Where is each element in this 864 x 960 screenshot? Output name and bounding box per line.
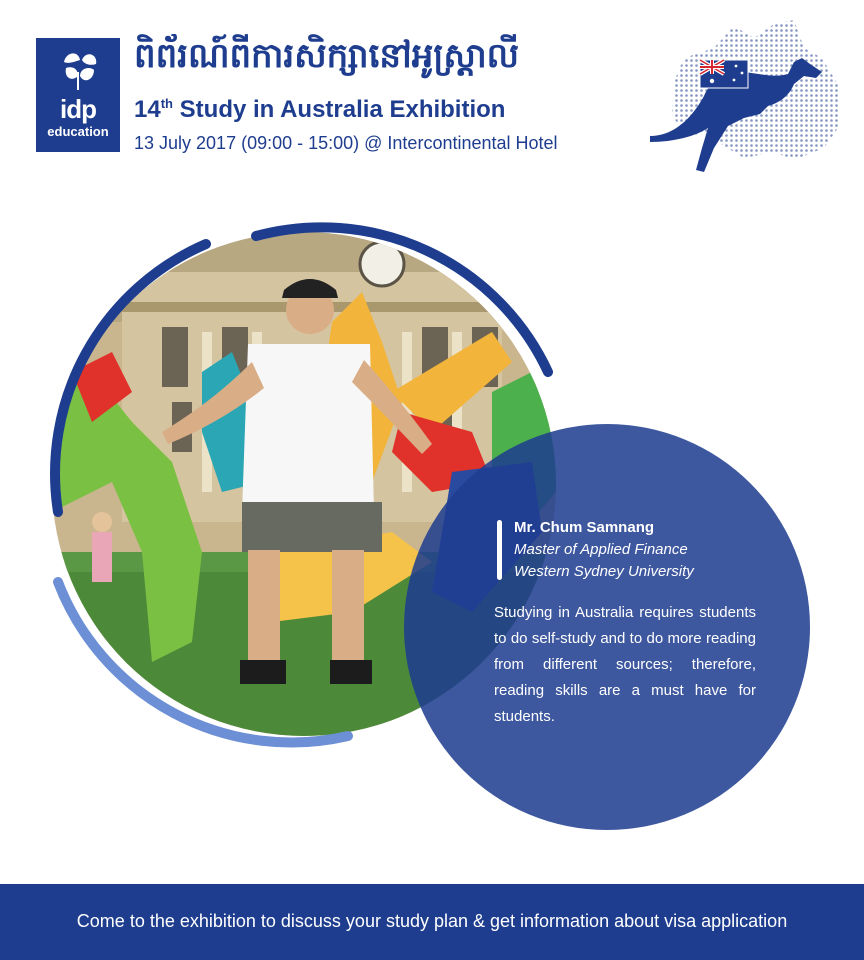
title-number: 14: [134, 96, 161, 123]
footer-banner: [0, 884, 864, 960]
event-details: 13 July 2017 (09:00 - 15:00) @ Intercontinental Hotel: [134, 133, 558, 153]
event-title: [134, 96, 505, 124]
footer-text: Come to the exhibition to discuss your study plan & get information about visa application: [76, 911, 788, 931]
title-suffix: th: [160, 96, 173, 111]
logo-sub-text: education: [47, 124, 109, 139]
title-rest: Study in Australia Exhibition: [172, 96, 506, 123]
student-university: Western Sydney University: [514, 563, 694, 580]
logo-brand-text: idp: [60, 94, 96, 124]
khmer-title: ពិព័រណ៍ពីការសិក្សានៅអូស្ត្រាលី: [134, 36, 519, 76]
student-degree: Master of Applied Finance: [514, 541, 688, 558]
student-name: Mr. Chum Samnang: [514, 519, 655, 536]
testimonial-quote: Studying in Australia requires students to do self-study and to do more reading from different sources; therefore, reading skills are a must have for students.: [494, 604, 756, 725]
testimonial-accent-bar: [497, 520, 502, 580]
kangaroo-australia-flag-icon: [644, 18, 844, 178]
idp-leaf-logo-icon: [56, 48, 100, 92]
idp-education-logo: [36, 38, 120, 152]
australia-flag: [700, 60, 748, 88]
